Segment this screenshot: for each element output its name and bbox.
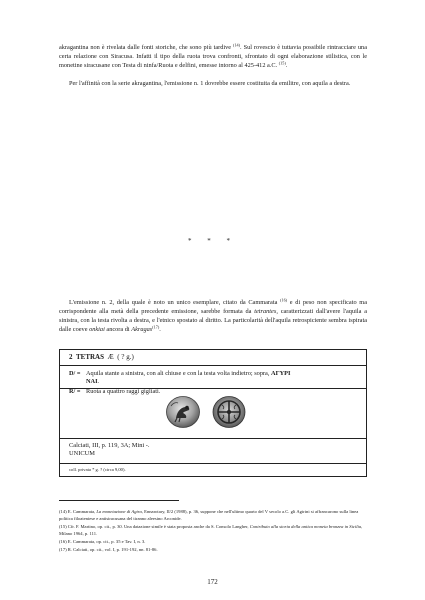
footnote-14: (14) E. Cammarata, La monetazione di Agira, Ennarotary, II/2 (1988), p. 36, suppone che nell'ultimo quarto del V secolo a.C. gli Agirini si affrancarono sulla linea politica filoateniese e antisiracusana del tiranno aleesino Arconide.	[59, 509, 359, 521]
obverse-coin-image	[165, 394, 201, 430]
obverse-row-cont: ΝΑΙ.	[86, 378, 100, 385]
references-box	[59, 438, 367, 464]
collection-note: coll. privata * g. ? (circa 9,00).	[69, 467, 126, 472]
coin-images-area	[59, 388, 367, 438]
section-2-paragraph: L'emissione n. 2, della quale è noto un unico esemplare, citato da Cammarata $^{(16)}$ e di peso non specificato ma corrispondente alla metà della precedente emissione, sarebbe formata da tetrantes, caratterizzati dall'avere l'aquila a sinistra, con la testa rivolta a destra, e l'etnico spostato al diritto. La particolarità dell'aquila retrospiciente sembra ispirata dalle coeve onkiai ancora di Akragas$^{(17)}$.	[59, 297, 368, 334]
catalog-denomination: TETRAS	[76, 353, 105, 361]
catalog-number: 2	[69, 353, 73, 361]
obverse-key: D/ =	[69, 370, 81, 377]
footnote-rule	[59, 500, 179, 501]
obverse-legend-line-1: ΑΓΥΡΙ	[271, 370, 291, 377]
reverse-coin-image	[211, 394, 247, 430]
intro-paragraph-2: Per l'affinità con la serie akragantina, l'emissione n. 1 dovrebbe essere costituita da emilitre, con aquila a destra.	[69, 80, 351, 87]
metal-symbol: Æ	[107, 353, 114, 361]
collection-box	[59, 463, 367, 477]
footnote-17: (17) R. Calciati, op. cit., vol. I, p. 191-192, nn. 81-86.	[59, 547, 158, 552]
obverse-legend-line-2: ΝΑΙ	[86, 378, 98, 385]
obverse-description: Aquila stante a sinistra, con ali chiuse e con la testa volta indietro; sopra,	[86, 370, 270, 377]
intro-paragraph-1: akragantina non è rivelata dalle fonti storiche, che sono più tardive $^{(14)}$. Sul rovescio è tuttavia possibile rintracciare una certa relazione con Siracusa. Infatti il tipo della ruota trova confronti, sfrontato di ogni elaborazione stilistica, con le monetine siracusane con Testa di ninfa/Ruota e delfini, emesse intorno al 425-412 a.C. $^{(15)}$.	[59, 42, 367, 70]
catalog-weight: ( ? g.)	[117, 353, 134, 361]
page-number: 172	[207, 578, 218, 586]
footnote-16: (16) E. Cammarata, op. cit., p. 35 e Tav. I, n. 3.	[59, 539, 146, 544]
catalog-entry-box	[59, 349, 367, 395]
catalog-references: Calciati, III, p. 119, 3A; Mini -.	[69, 442, 150, 449]
footnote-15: (15) Cfr. F. Martino, op. cit., p. 30. Una datazione simile è stata proposta anche da S. Consolo Langher, Contributo alla storia della antica moneta bronzea in Sicilia, Milano 1964, p. 111.	[59, 524, 363, 536]
reverse-key: R/ =	[69, 388, 81, 395]
catalog-header	[60, 350, 366, 366]
rarity-label: UNICUM	[69, 450, 95, 457]
obverse-row	[69, 370, 290, 378]
reverse-description: Ruota a quattro raggi gigliati.	[86, 388, 161, 395]
section-separator: * * *	[188, 237, 237, 245]
